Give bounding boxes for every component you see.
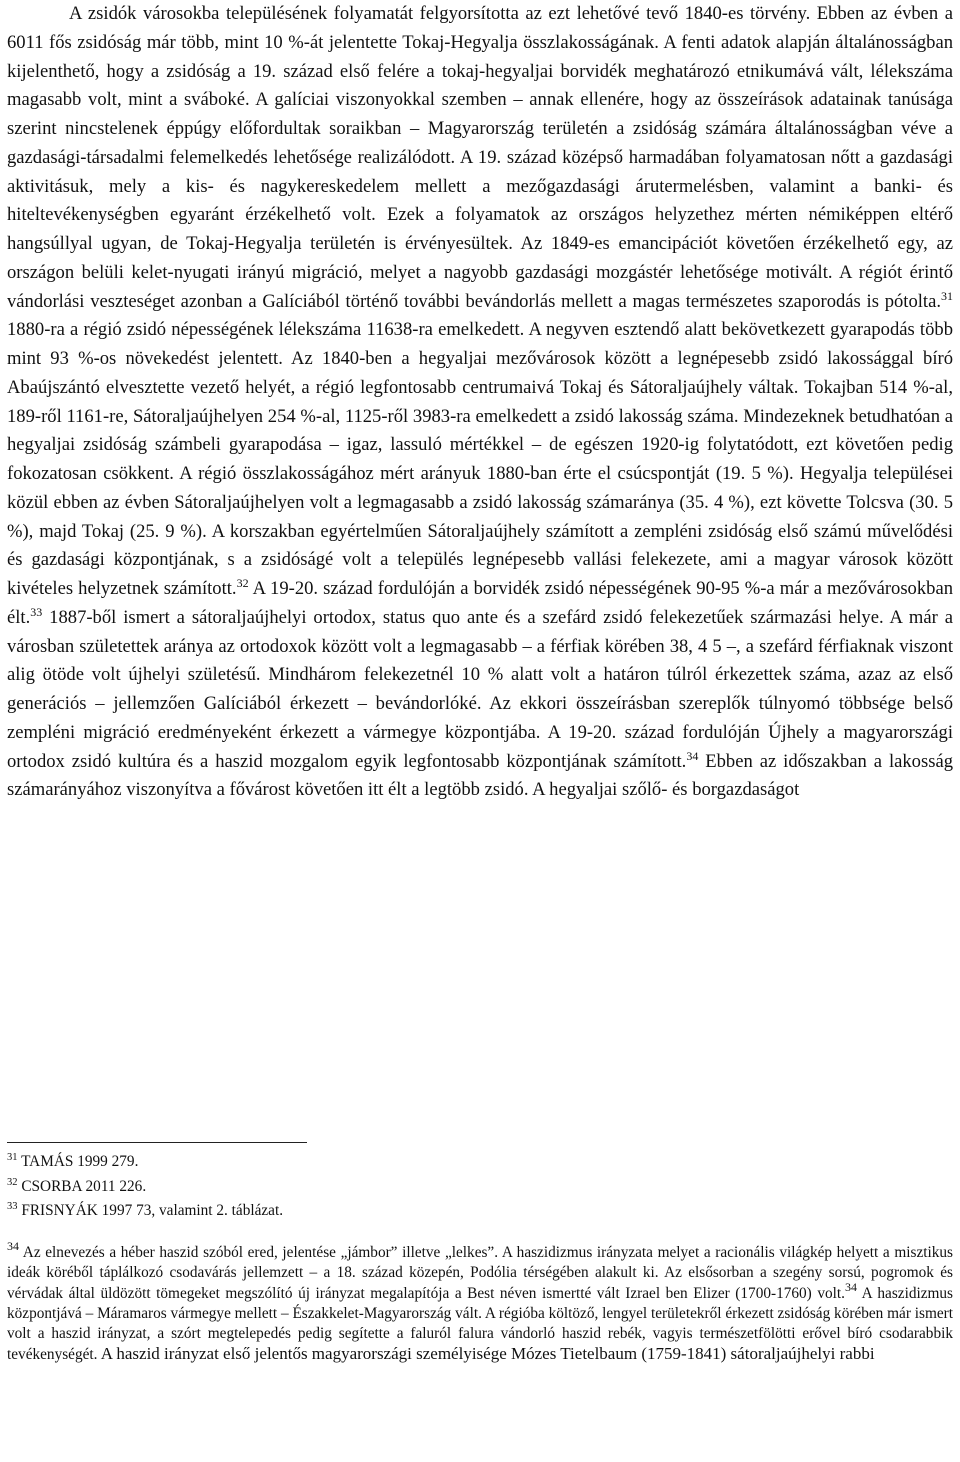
text-segment-3: A 19-20. század fordulóján a borvidék zsidó népességének 90-95 %-a már a mezővárosokban élt. — [7, 578, 953, 628]
footnote-34 — [7, 1239, 954, 1366]
footnote-32 — [7, 1177, 953, 1197]
footnote-ref-31[interactable]: 31 — [941, 288, 953, 303]
footnote-number: 31 — [7, 1152, 18, 1163]
footnote-ref-34[interactable]: 34 — [686, 748, 699, 763]
footnote-ref-34-inner[interactable]: 34 — [844, 1279, 857, 1294]
footnote-text: TAMÁS 1999 279. — [21, 1153, 139, 1170]
main-paragraph — [7, 0, 953, 805]
footnote-text: FRISNYÁK 1997 73, valamint 2. táblázat. — [21, 1202, 284, 1219]
footnote-text-continued: A haszidizmus központjává – Máramaros vármegye mellett – Északkelet-Magyarország vált. A régióba költöző, lengyel területekről érkezett zsidóság körében már ismert volt a haszid irányzat, a szórt megtelepedés pedig segítette a faluról falura vándorló haszid rebék, vagyis természetfölötti erővel bíró csodarabbik tevékenységét. — [7, 1284, 954, 1364]
footnote-number: 33 — [7, 1201, 18, 1212]
footnotes — [7, 1152, 953, 1381]
text-segment-1: A zsidók városokba településének folyamatát felgyorsította az ezt lehetővé tevő 1840-es törvény. Ebben az évben a 6011 fős zsidóság már több, mint 10 %-át jelentette Tokaj-Hegyalja összlakosságának. A fenti adatok alapján általánosságban kijelenthető, hogy a zsidóság a 19. század első felére a tokaj-hegyaljai borvidék meghatározó etnikumává vált, lélekszáma magasabb volt, mint a svábоké. A galíciai viszonyokkal szemben – annak ellenére, hogy az összeírások adatainak tanúsága szerint nincstelenek éppúgy előfordultak soraikban – Magyarország területén a zsidóság számára általánosságban véve a gazdasági-társadalmi felemelkedés lehetősége realizálódott. A 19. század középső harmadában folyamatosan nőtt a gazdasági aktivitásuk, mely a kis- és nagykereskedelem mellett a mezőgazdasági árutermelésben, valamint a banki- és hiteltevékenységben egyaránt érzékelhető volt. Ezek a folyamatok az országos helyzethez mérten némiképpen eltérő hangsúllyal ugyan, de Tokaj-Hegyalja területén is érvényesültek. Az 1849-es emancipációt követően érzékelhető egy, az országon belüli kelet-nyugati irányú migráció, melyet a nagyobb gazdasági mozgástér lehetősége motivált. A régiót érintő vándorlási veszteséget azonban a Galíciából történő további bevándorlás mellett a magas természetes szaporodás is pótolta. — [7, 3, 953, 312]
footnote-text-end: A haszid irányzat első jelentős magyarországi személyisége Mózes Tietelbaum (1759-1841) sátoraljaújhelyi rabbi — [97, 1344, 875, 1364]
footnote-ref-32[interactable]: 32 — [236, 576, 249, 590]
text-segment-5: Ebben az időszakban a lakosság számarányához viszonyítva a fővárost követően itt élt a legtöbb zsidó. A hegyaljai szőlő- és borgazdaságot — [7, 750, 953, 801]
footnote-separator — [7, 1142, 307, 1143]
footnote-33 — [7, 1201, 953, 1221]
footnote-ref-33[interactable]: 33 — [30, 604, 43, 619]
text-segment-4: 1887-ből ismert a sátoraljaújhelyi ortodox, status quo ante és a szefárd zsidó felekezetűek származási helye. A már a városban születettek aránya az ortodoxok között volt a legmagasabb – a férfiak körében 38, 4 5 –, a szefárd férfiaknak viszont alig ötöde volt újhelyi születésű. Mindhárom felekezetnél 10 % alatt volt a határon túlról érkezettek száma, azaz az első generációs – jellemzően Galíciából érkezett – bevándorlóké. Az ekkori összeírásban szereplők túlnyomó többsége belső zempléni migráció eredményeként érkezett a vármegye központjába. A 19-20. század fordulóján Újhely a magyarországi ortodox zsidó kultúra és a haszid mozgalom egyik legfontosabb központjának számított. — [7, 606, 953, 772]
document-page — [7, 0, 954, 1364]
footnote-31 — [7, 1152, 953, 1172]
footnote-text: CSORBA 2011 226. — [21, 1177, 147, 1195]
footnote-text: Az elnevezés a héber haszid szóból ered, jelentése „jámbor” illetve „lelkes”. A haszidizmus irányzata melyet a racionális világkép helyett a misztikus ideák köréből táplálkozó csodavárás jellemzett – a 18. század közepén, Podólia térségében alakult ki. Az elsősorban a szegény sorsú, pogromok és vérvádak által üldözött tömegeket megszólító új irányzat megalapítója a Best néven ismertté vált Izrael ben Elizer (1700-1760) volt. — [7, 1244, 953, 1302]
footnote-number: 34 — [7, 1239, 19, 1253]
footnote-number: 32 — [7, 1176, 18, 1188]
text-segment-2: 1880-ra a régió zsidó népességének lélekszáma 11638-ra emelkedett. A negyven esztendő alatt bekövetkezett gyarapodás több mint 93 %-os növekedést jelentett. Az 1840-ben a hegyaljai mezővárosok között a legnépesebb zsidó lakossággal bíró Abaújszántó elvesztette vezető helyét, a régió legfontosabb centrumaivá Tokaj és Sátoraljaújhely váltak. Tokajban 514 %-al, 189-ről 1161-re, Sátoraljaújhelyen 254 %-al, 1125-ről 3983-ra emelkedett a zsidó lakosság száma. Mindezeknek betudhatóan a hegyaljai zsidóság számbeli gyarapodása – igaz, lassuló mértékkel – de egészen 1920-ig folytatódott, ezt követően pedig fokozatosan csökkent. A régió összlakosságához mért arányuk 1880-ban érte el csúcspontját (19. 5 %). Hegyalja települései közül ebben az évben Sátoraljaújhelyen volt a legmagasabb a zsidó lakosság számaránya (35. 4 %), ezt követte Tolcsva (30. 5 %), majd Tokaj (25. 9 %). A korszakban egyértelműen Sátoraljaújhely számított a zempléni zsidóság első számú művelődési és gazdasági központjának, s a zsidóságé volt a település legnépesebb vallási felekezete, ami a magyar városok között kivételes helyzetnek számított. — [7, 319, 953, 599]
